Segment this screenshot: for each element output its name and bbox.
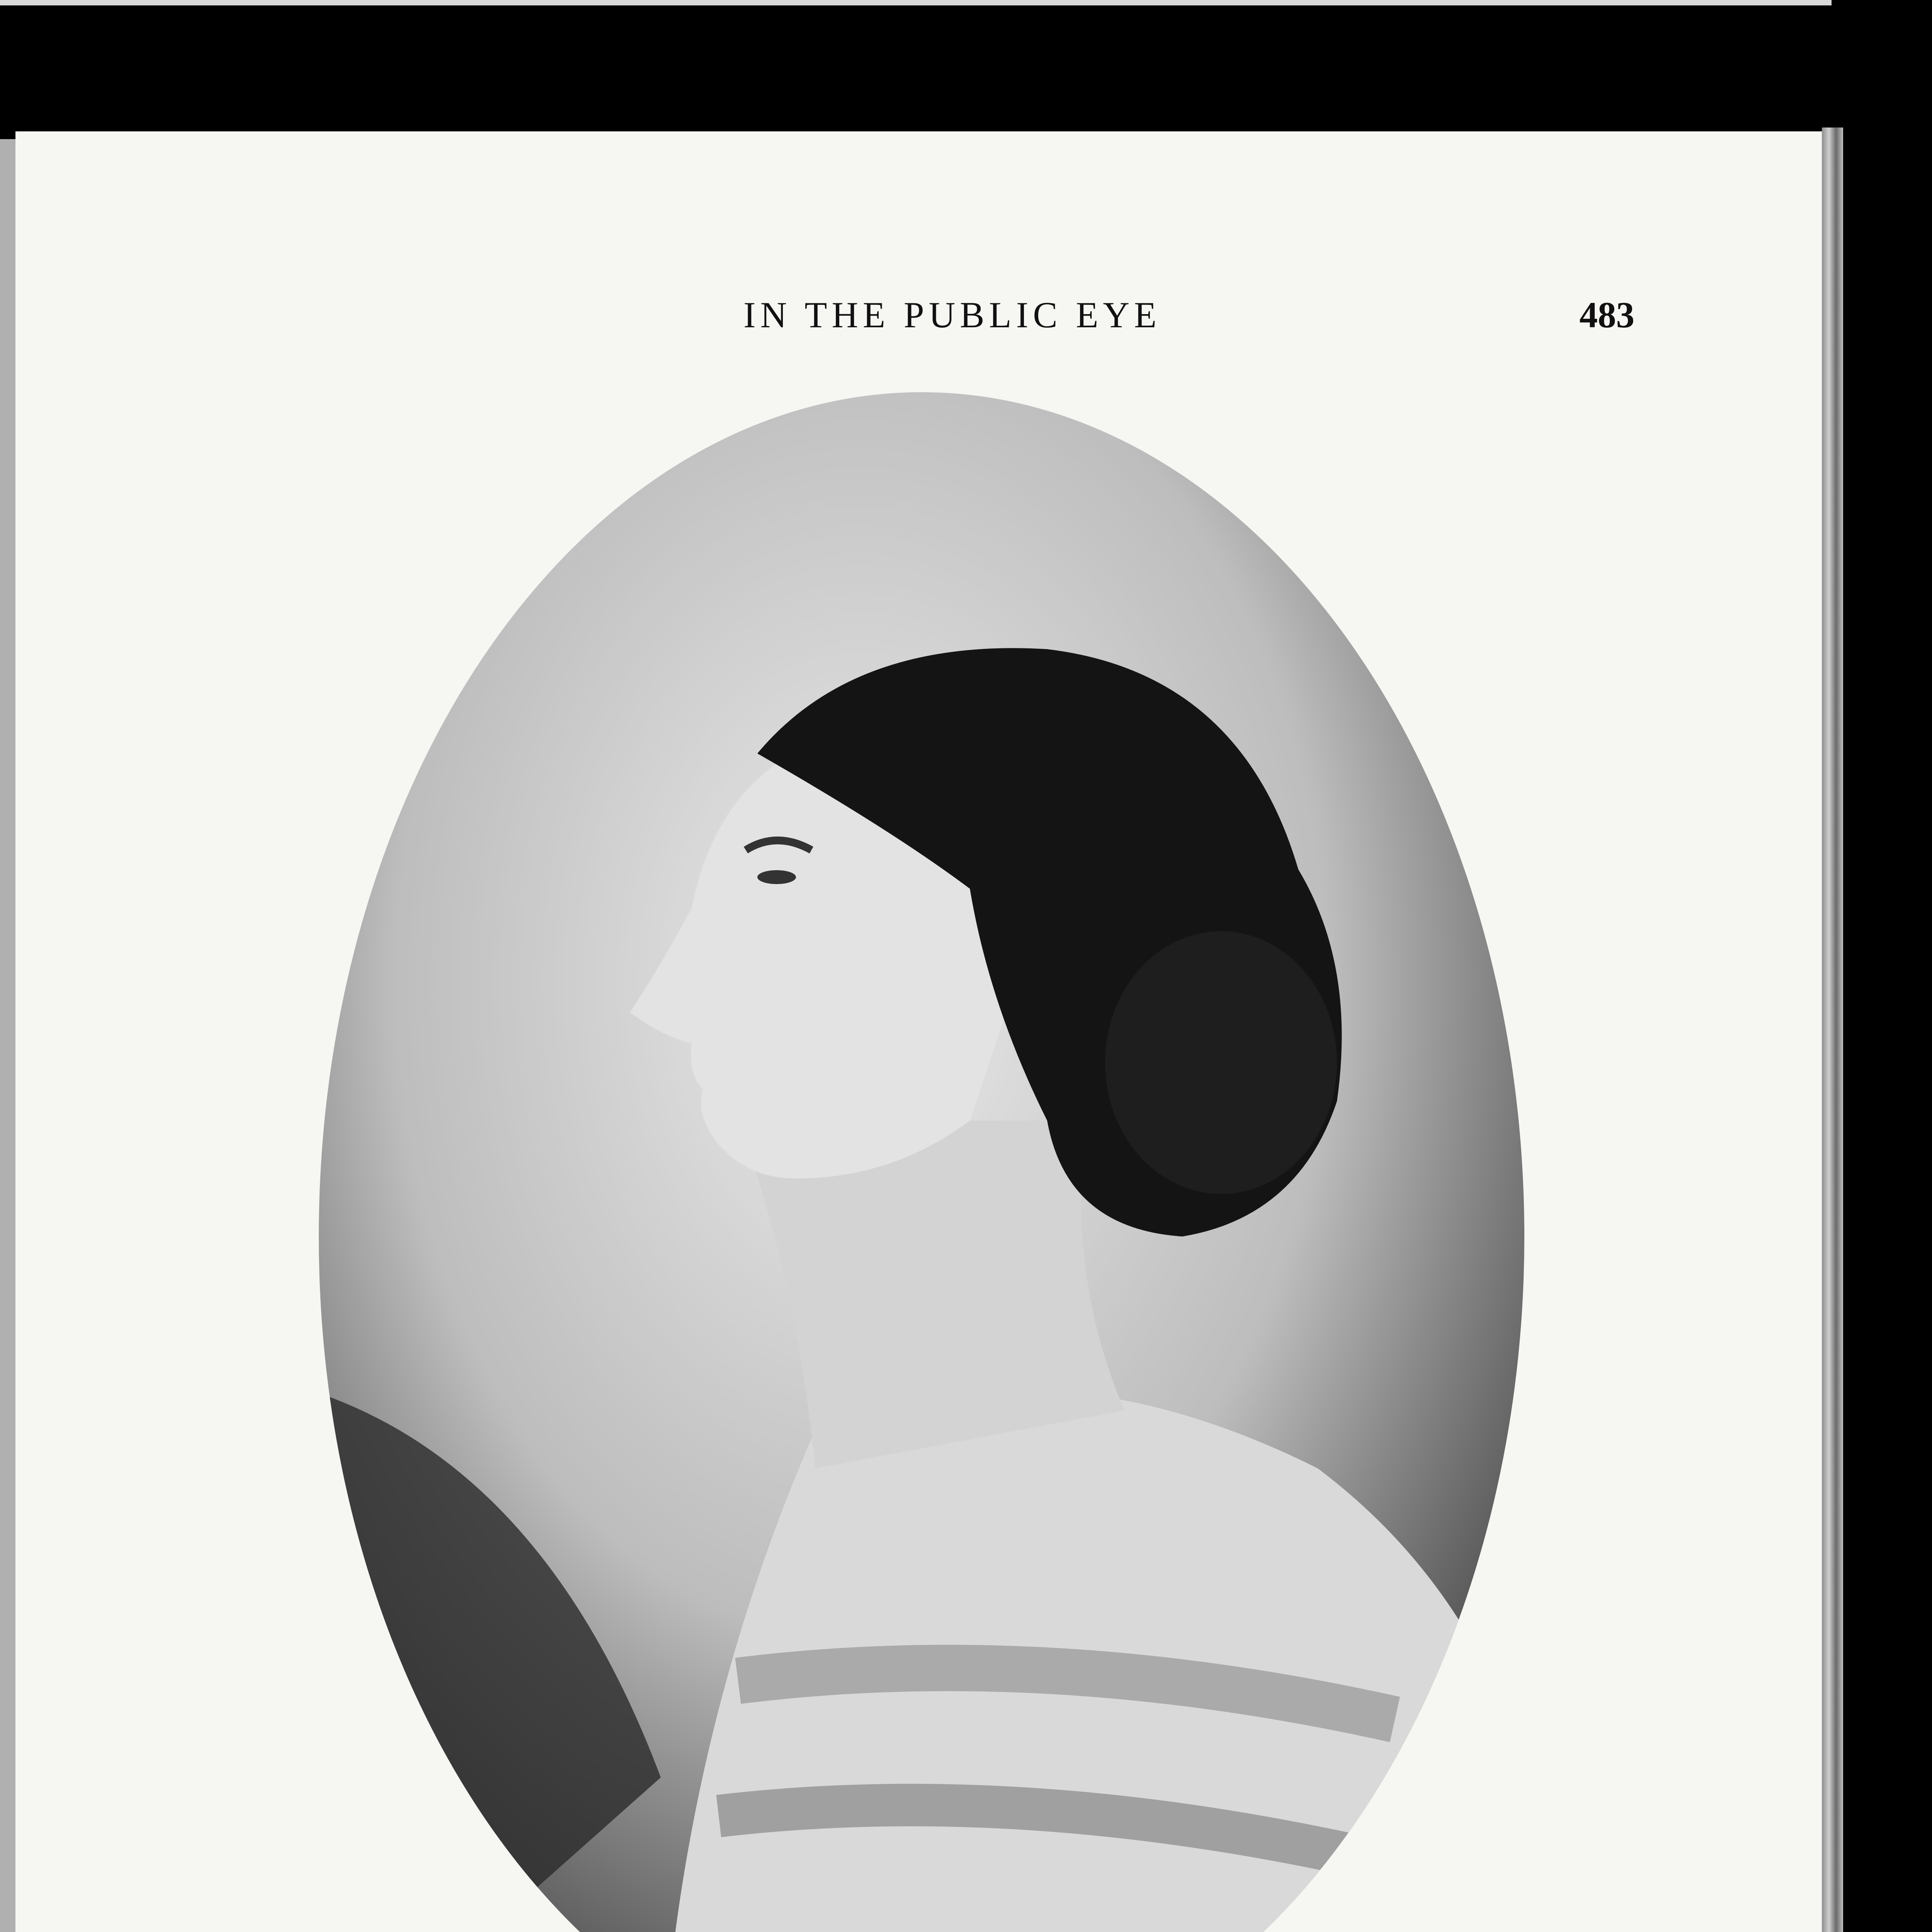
scan-border-top	[0, 0, 1832, 5]
scan-border-left	[0, 139, 15, 1932]
magazine-page	[15, 131, 1822, 1932]
page-number: 483	[1579, 294, 1634, 335]
running-title: IN THE PUBLIC EYE	[743, 294, 1161, 335]
portrait-photo	[313, 386, 1530, 1932]
page-edge	[1822, 128, 1843, 1932]
